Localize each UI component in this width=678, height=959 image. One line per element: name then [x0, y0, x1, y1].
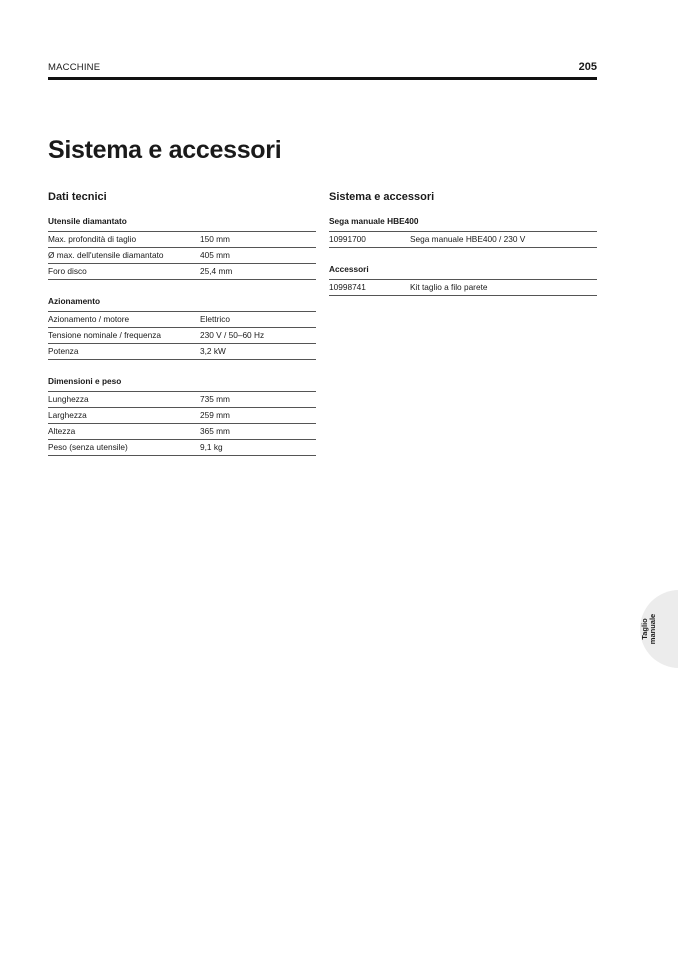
chapter-tab-label: [641, 609, 657, 649]
spec-group-diamond-tool: [48, 216, 316, 280]
technical-data-column: [48, 190, 316, 472]
spec-label: Lunghezza: [48, 394, 89, 404]
page-header: [48, 62, 597, 74]
spec-label: Azionamento / motore: [48, 314, 130, 324]
chapter-tab-line2: manuale: [648, 613, 657, 645]
header-rule: [48, 77, 597, 80]
chapter-tab-line1: Taglio: [640, 618, 649, 640]
system-accessories-title: Sistema e accessori: [329, 191, 435, 203]
spec-value: Elettrico: [200, 314, 230, 324]
spec-label: Larghezza: [48, 410, 87, 420]
table-row: [48, 408, 316, 424]
table-row: [48, 232, 316, 248]
spec-value: 150 mm: [200, 234, 230, 244]
product-group-title: Sega manuale HBE400: [329, 216, 597, 232]
spec-label: Peso (senza utensile): [48, 442, 128, 452]
page-title: Sistema e accessori: [48, 136, 282, 164]
table-row: [48, 264, 316, 280]
system-accessories-column: [329, 190, 597, 312]
table-row: [48, 424, 316, 440]
article-description: Kit taglio a filo parete: [410, 282, 488, 292]
spec-group-dimensions: [48, 376, 316, 456]
spec-label: Potenza: [48, 346, 79, 356]
spec-label: Tensione nominale / frequenza: [48, 330, 162, 340]
spec-label: Ø max. dell'utensile diamantato: [48, 250, 164, 260]
spec-value: 230 V / 50–60 Hz: [200, 330, 265, 340]
spec-group-title: Utensile diamantato: [48, 216, 316, 232]
spec-value: 9,1 kg: [200, 442, 223, 452]
spec-group-title: Azionamento: [48, 296, 316, 312]
table-row: [48, 248, 316, 264]
spec-label: Foro disco: [48, 266, 87, 276]
article-description: Sega manuale HBE400 / 230 V: [410, 234, 526, 244]
table-row: [48, 440, 316, 456]
spec-value: 365 mm: [200, 426, 230, 436]
table-row: [329, 232, 597, 248]
table-row: [48, 392, 316, 408]
spec-value: 735 mm: [200, 394, 230, 404]
table-row: [48, 344, 316, 360]
product-group-hand-saw: [329, 216, 597, 248]
page-number: 205: [578, 61, 597, 73]
spec-value: 3,2 kW: [200, 346, 226, 356]
article-number: 10998741: [329, 282, 366, 292]
spec-label: Altezza: [48, 426, 76, 436]
section-label: MACCHINE: [48, 62, 101, 73]
spec-value: 405 mm: [200, 250, 230, 260]
spec-value: 25,4 mm: [200, 266, 233, 276]
table-row: [329, 280, 597, 296]
spec-label: Max. profondità di taglio: [48, 234, 137, 244]
spec-value: 259 mm: [200, 410, 230, 420]
product-group-title: Accessori: [329, 264, 597, 280]
technical-data-title: Dati tecnici: [48, 191, 107, 203]
product-group-accessories: [329, 264, 597, 296]
spec-group-title: Dimensioni e peso: [48, 376, 316, 392]
table-row: [48, 328, 316, 344]
table-row: [48, 312, 316, 328]
spec-group-drive: [48, 296, 316, 360]
article-number: 10991700: [329, 234, 366, 244]
